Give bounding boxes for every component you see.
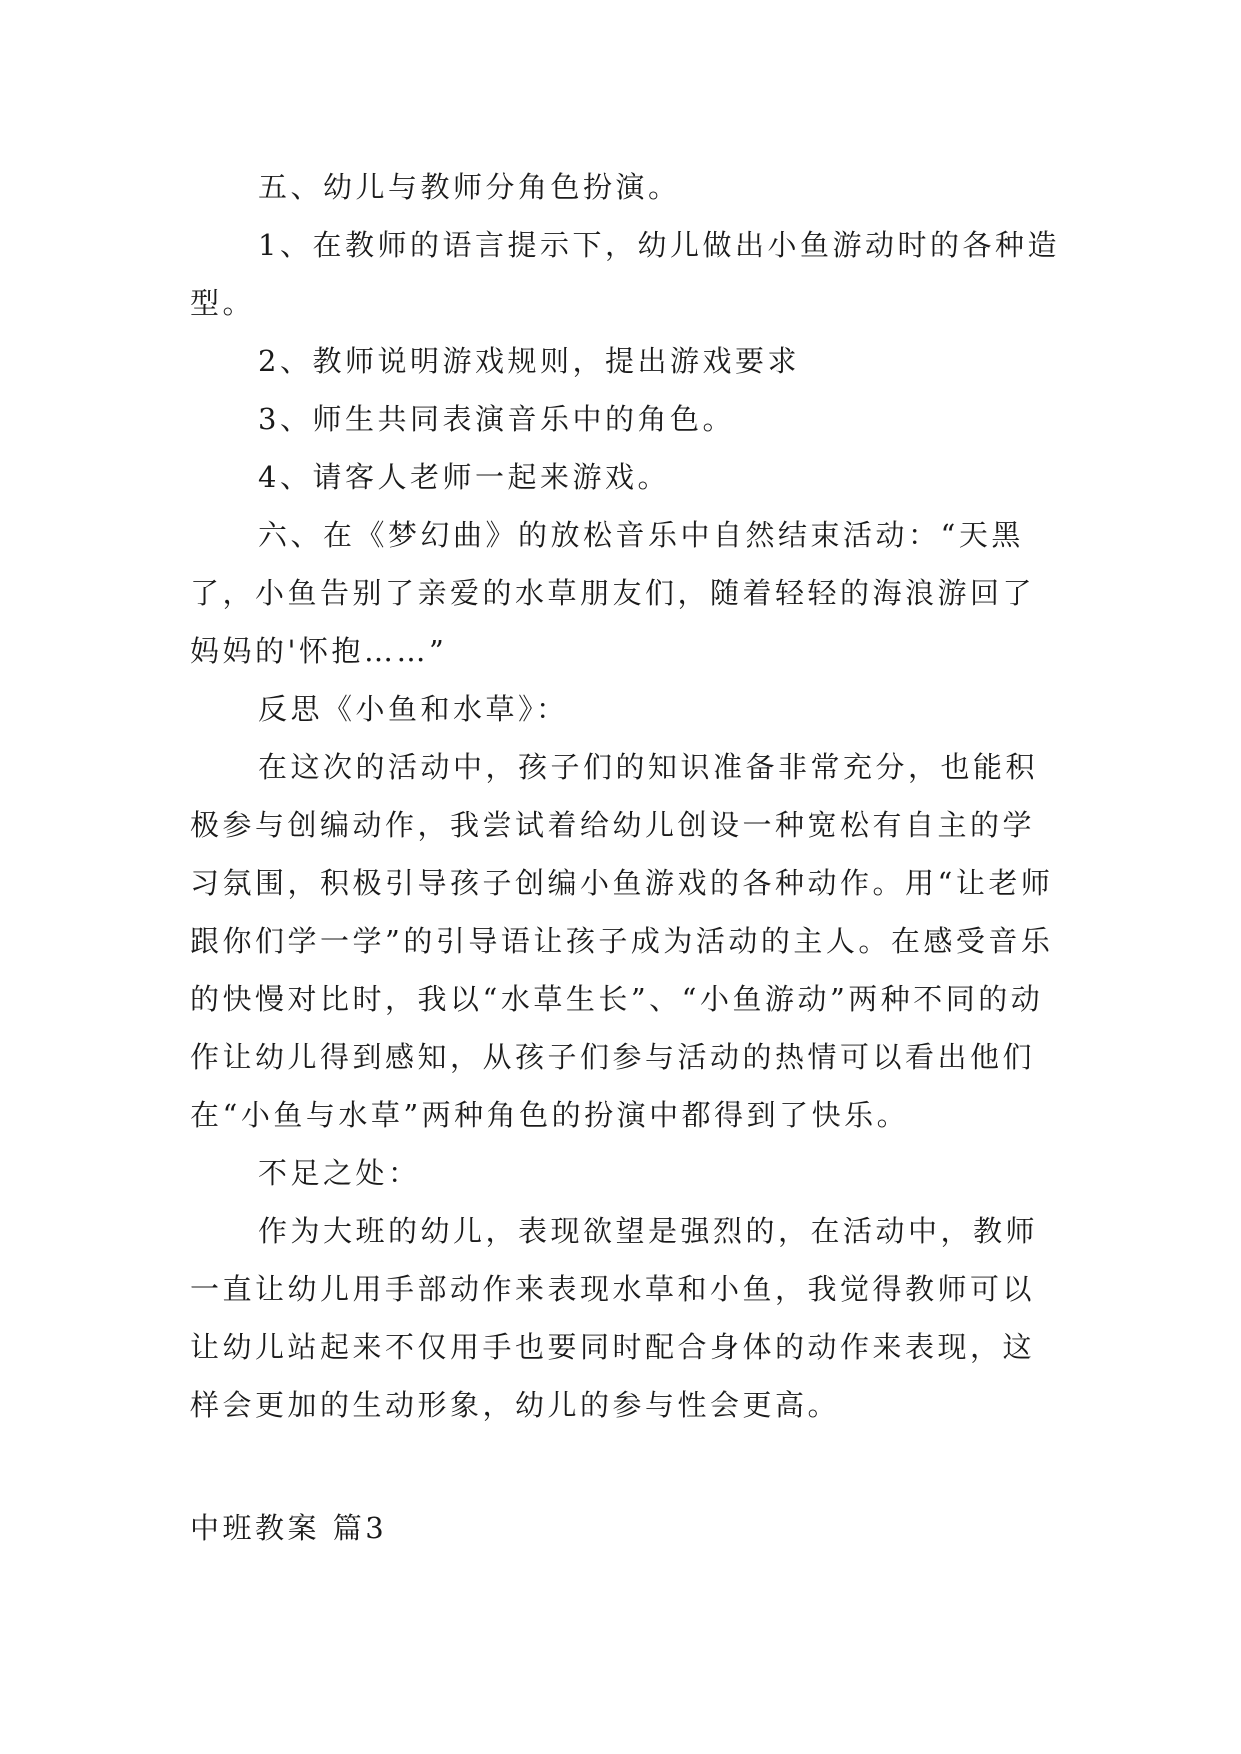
document-body	[190, 158, 1060, 1434]
paragraph-step-six: 六、在《梦幻曲》的放松音乐中自然结束活动：“天黑了，小鱼告别了亲爱的水草朋友们，随着轻轻的海浪游回了妈妈的'怀抱……”	[190, 518, 1036, 668]
reflection-title: 反思《小鱼和水草》：	[258, 692, 569, 726]
section-heading: 中班教案 篇3	[190, 1511, 388, 1545]
reflection-paragraph: 在这次的活动中，孩子们的知识准备非常充分，也能积极参与创编动作，我尝试着给幼儿创设一种宽松有自主的学习氛围，积极引导孩子创编小鱼游戏的各种动作。用“让老师跟你们学一学”的引导语让孩子成为活动的主人。在感受音乐的快慢对比时，我以“水草生长”、“小鱼游动”两种不同的动作让幼儿得到感知，从孩子们参与活动的热情可以看出他们在“小鱼与水草”两种角色的扮演中都得到了快乐。	[190, 750, 1054, 1132]
paragraph-step-five-1: 1、在教师的语言提示下，幼儿做出小鱼游动时的各种造型。	[190, 228, 1060, 320]
paragraph-step-five-3: 3、师生共同表演音乐中的角色。	[258, 402, 735, 436]
paragraph-step-five-2: 2、教师说明游戏规则，提出游戏要求	[258, 344, 800, 378]
paragraph-step-five: 五、幼儿与教师分角色扮演。	[258, 170, 681, 204]
paragraph-step-five-4: 4、请客人老师一起来游戏。	[258, 460, 670, 494]
shortcomings-title: 不足之处：	[258, 1156, 421, 1190]
shortcomings-paragraph: 作为大班的幼儿，表现欲望是强烈的，在活动中，教师一直让幼儿用手部动作来表现水草和小鱼，我觉得教师可以让幼儿站起来不仅用手也要同时配合身体的动作来表现，这样会更加的生动形象，幼儿的参与性会更高。	[190, 1214, 1039, 1422]
